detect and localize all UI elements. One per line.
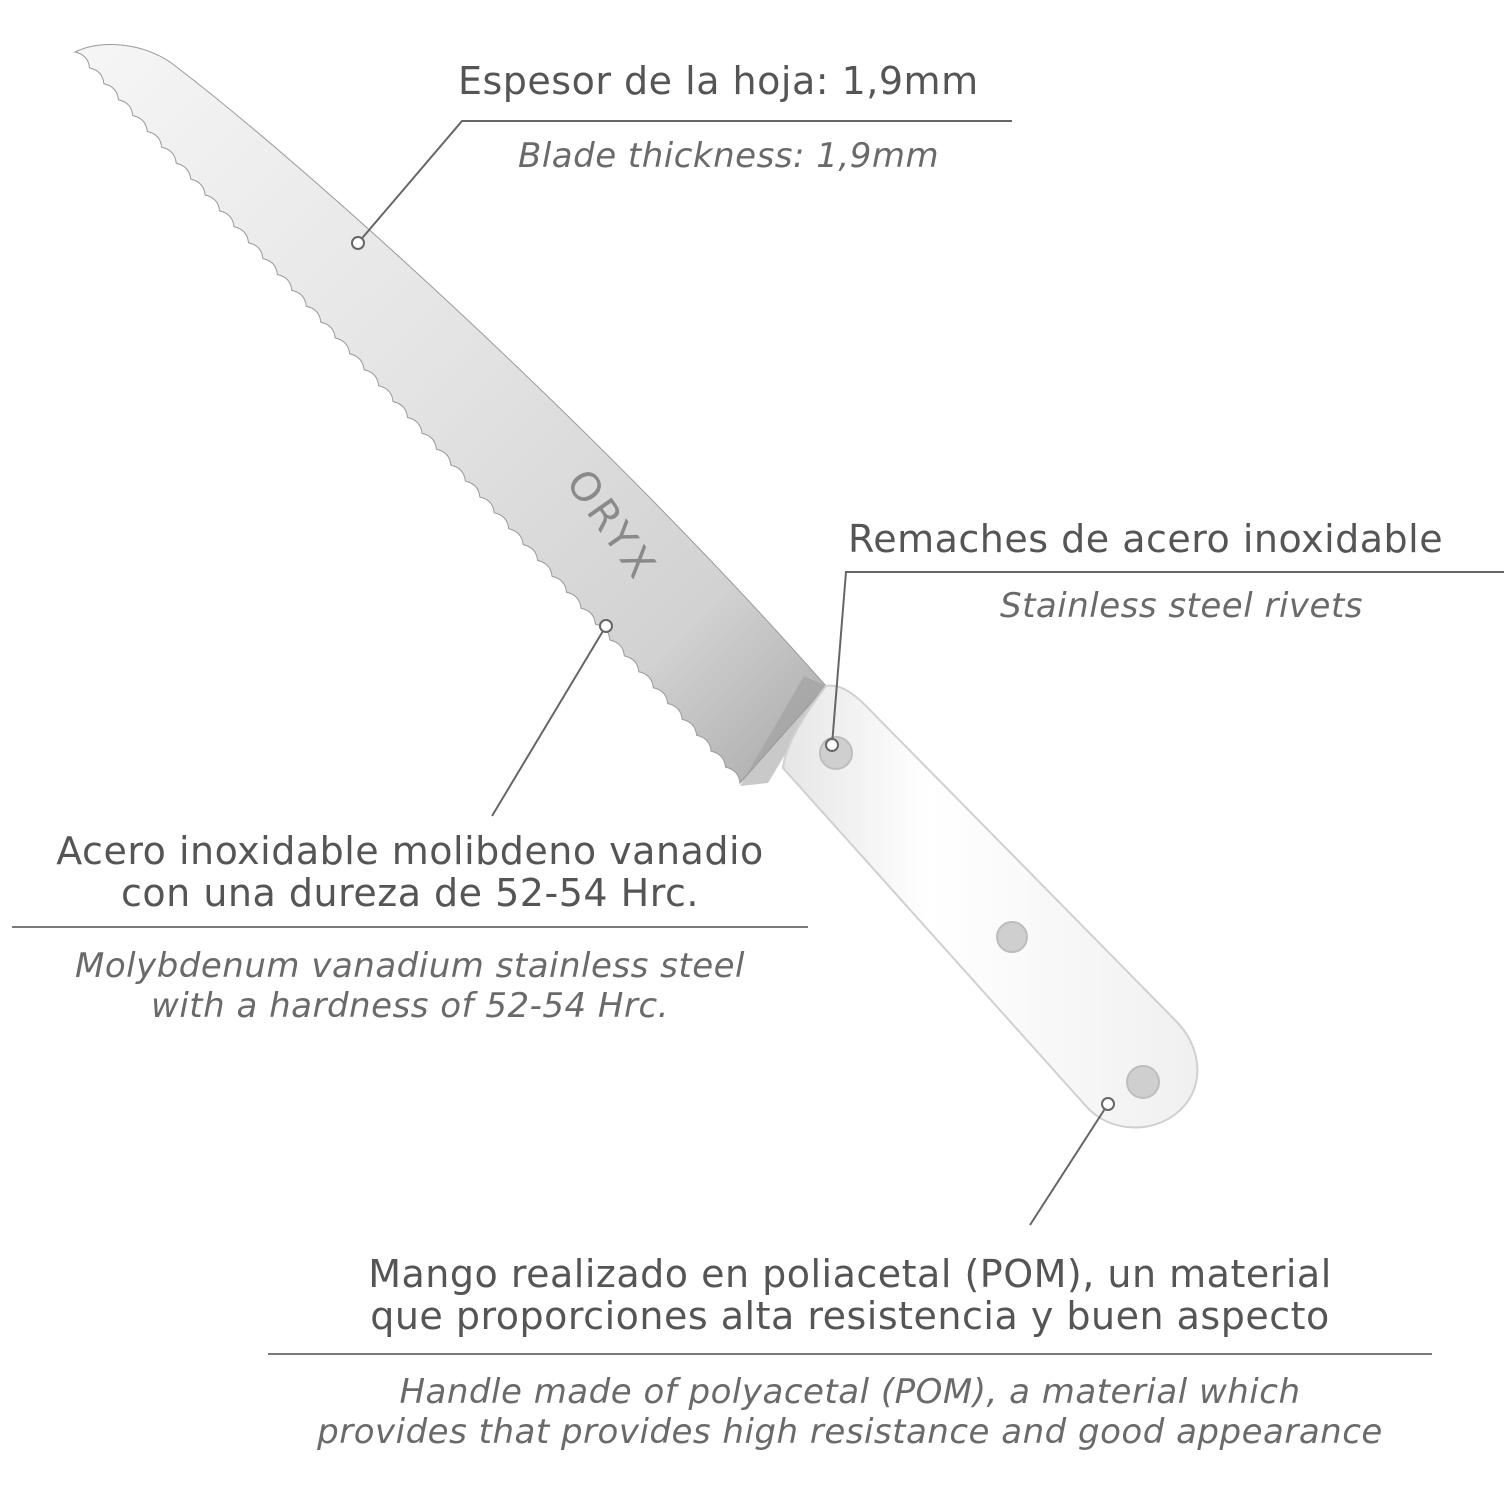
rivets-label-es: Remaches de acero inoxidable <box>848 517 1444 561</box>
marker-dot <box>1102 1098 1114 1110</box>
handle-label-es <box>268 1253 1432 1337</box>
rivets-label-en: Stainless steel rivets <box>1000 586 1363 626</box>
handle-label-en-line: provides that provides high resistance and good appearance <box>317 1412 1383 1452</box>
steel-label-es <box>10 830 810 914</box>
brand-engraving: ORYX <box>556 461 666 590</box>
leader-steel <box>492 626 606 816</box>
steel-label-en-line: with a hardness of 52-54 Hrc. <box>151 986 669 1026</box>
rivet-icon <box>1127 1066 1159 1098</box>
steel-label-es-line: con una dureza de 52-54 Hrc. <box>121 871 699 915</box>
marker-dot <box>826 739 838 751</box>
marker-dot <box>600 620 612 632</box>
handle-label-en <box>262 1372 1438 1452</box>
handle-label-es-line: Mango realizado en poliacetal (POM), un material <box>368 1252 1332 1296</box>
leader-handle <box>1030 1104 1108 1225</box>
marker-dot <box>352 237 364 249</box>
steel-label-en <box>10 946 810 1026</box>
rivet-icon <box>997 922 1027 952</box>
steel-label-en-line: Molybdenum vanadium stainless steel <box>75 946 745 986</box>
blade-thickness-label-es: Espesor de la hoja: 1,9mm <box>458 59 979 103</box>
steel-label-es-line: Acero inoxidable molibdeno vanadio <box>56 829 764 873</box>
handle-label-en-line: Handle made of polyacetal (POM), a material which <box>399 1372 1301 1412</box>
divider-steel <box>12 926 808 928</box>
blade-thickness-label-en: Blade thickness: 1,9mm <box>518 136 940 176</box>
handle-label-es-line: que proporciones alta resistencia y buen aspecto <box>370 1294 1330 1338</box>
divider-handle <box>268 1353 1432 1355</box>
